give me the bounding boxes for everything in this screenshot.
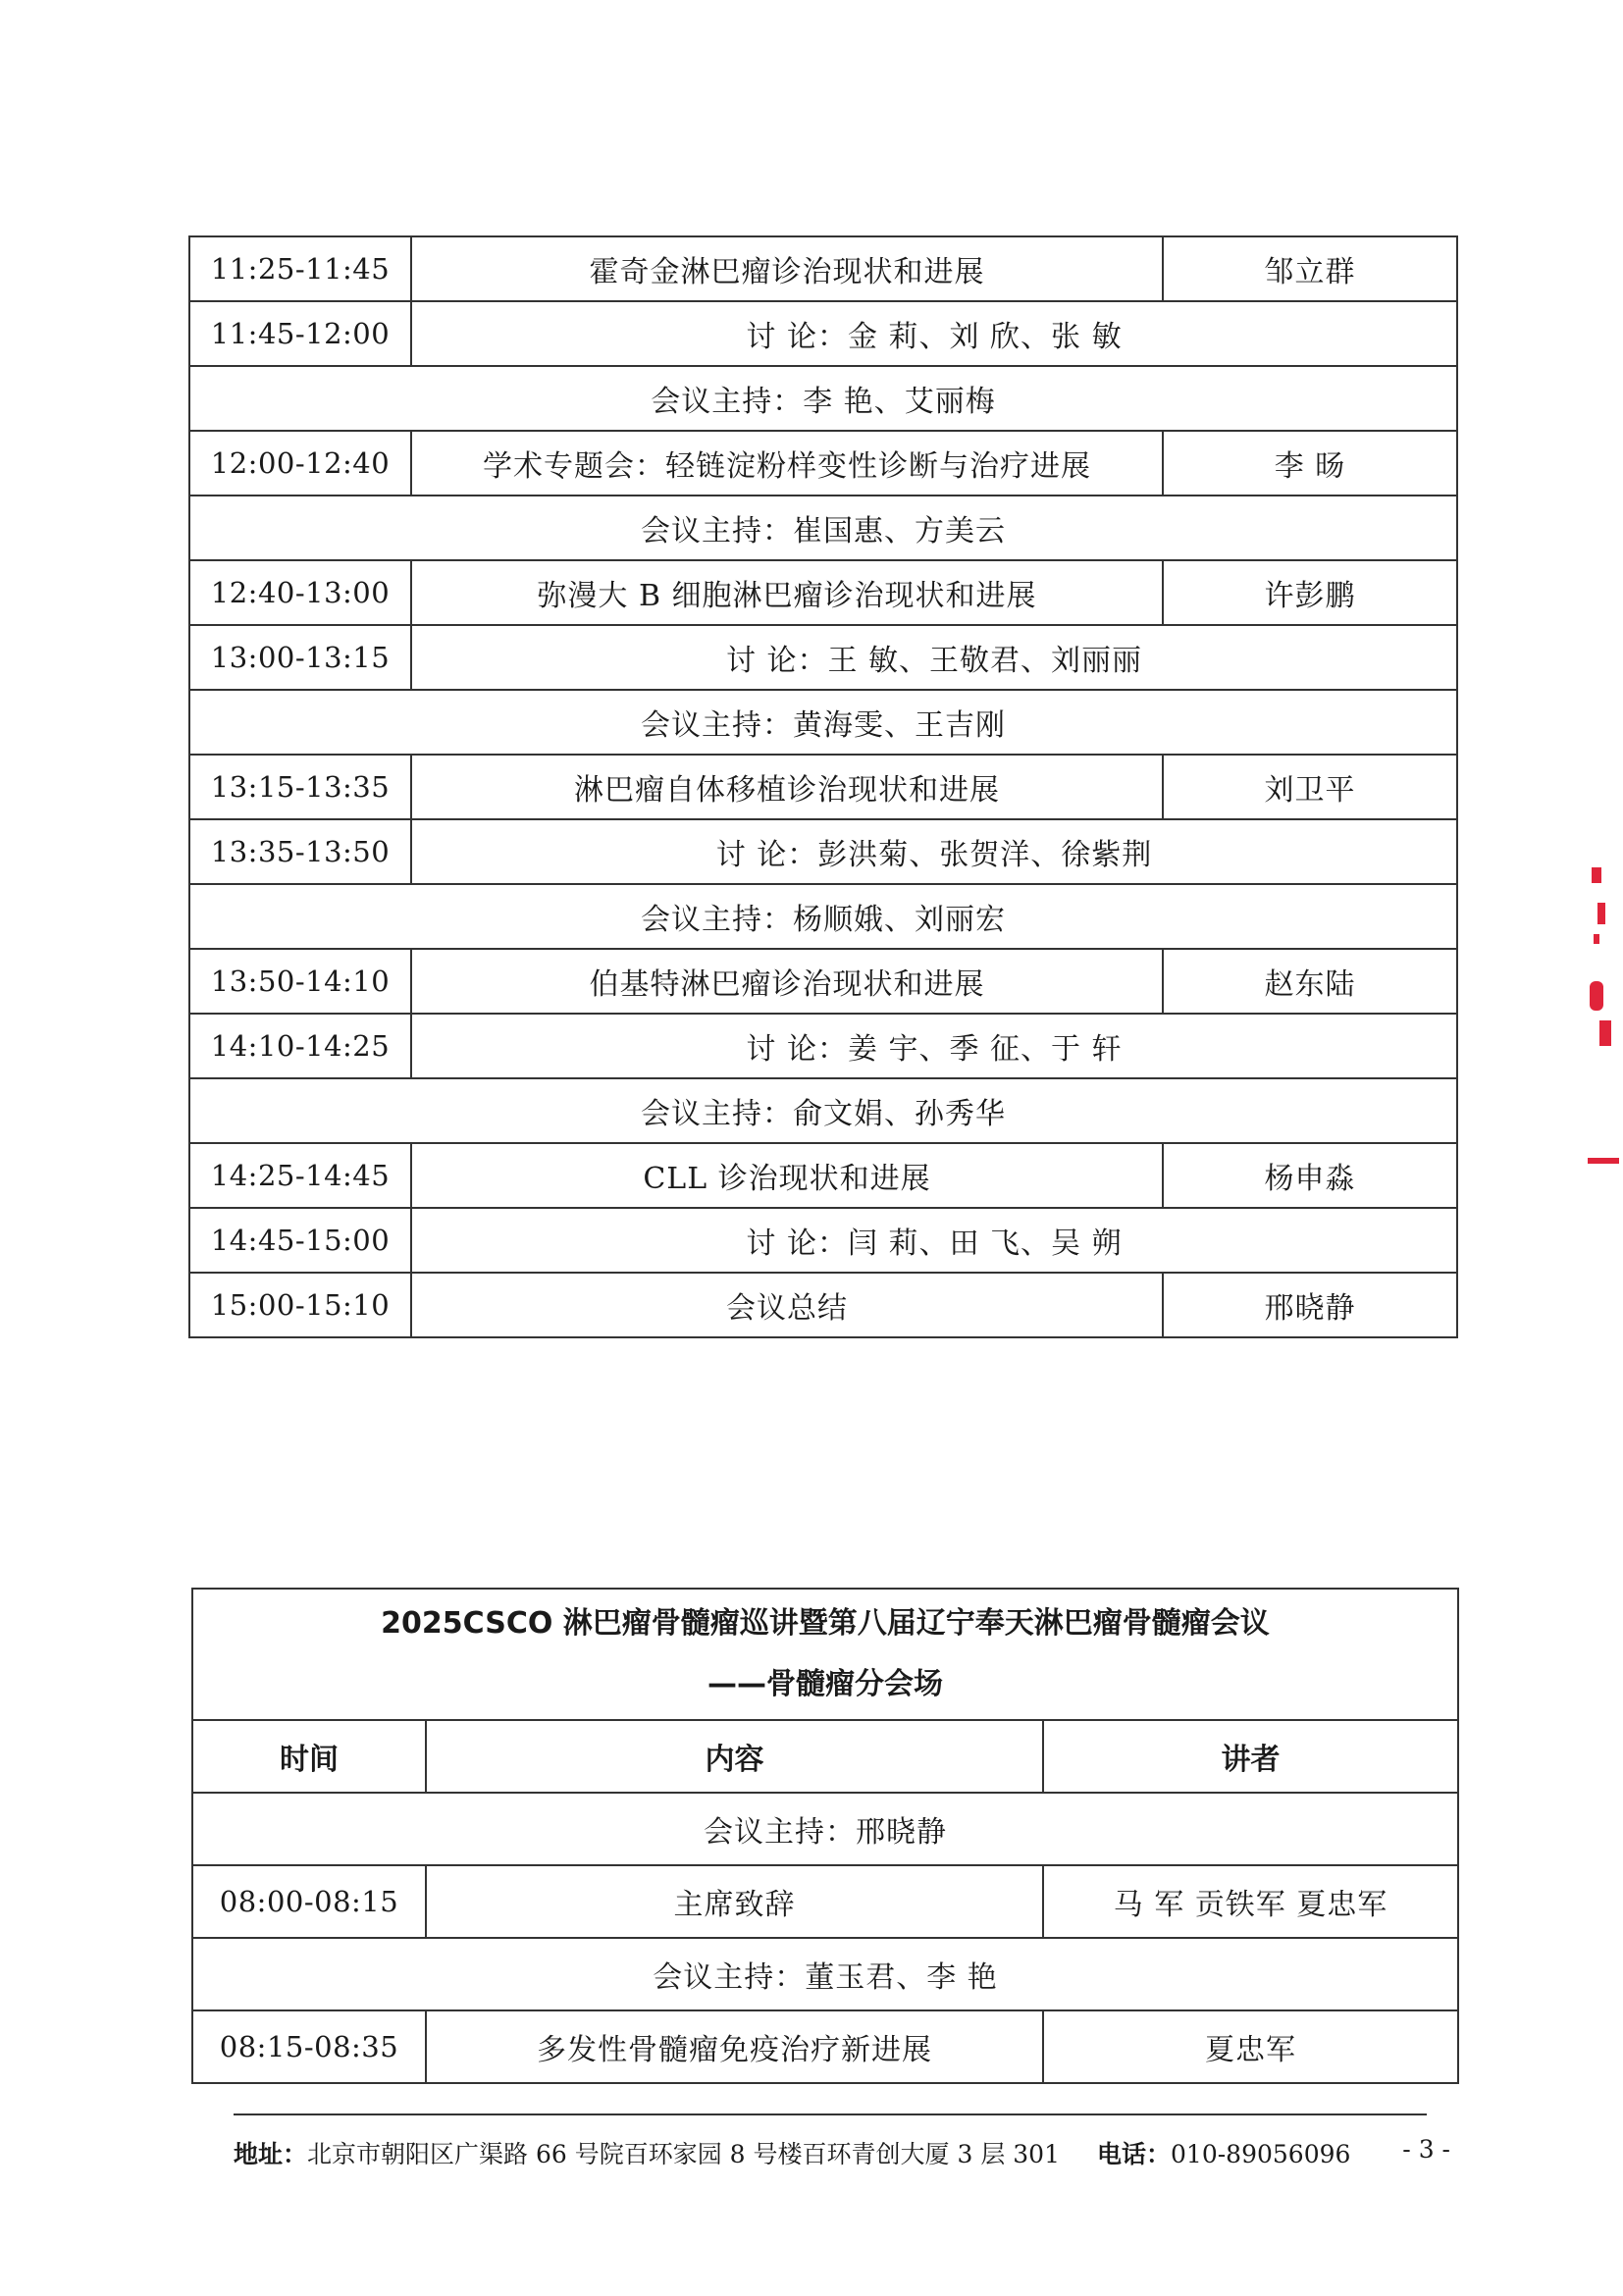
speaker-name: 马 军 贡铁军 夏忠军: [1043, 1865, 1458, 1938]
talk-row: [189, 1273, 1457, 1337]
time-slot: 11:25-11:45: [189, 236, 411, 301]
host-row: [189, 1078, 1457, 1143]
session-host: 会议主持：崔国惠、方美云: [189, 496, 1457, 560]
speaker-name: 夏忠军: [1043, 2010, 1458, 2083]
discussion-row: [189, 625, 1457, 690]
talk-topic: 弥漫大 B 细胞淋巴瘤诊治现状和进展: [411, 560, 1163, 625]
talk-row: [189, 755, 1457, 819]
header-speaker: 讲者: [1043, 1720, 1458, 1793]
host-row: [189, 690, 1457, 755]
session-title-line2: ——骨髓瘤分会场: [707, 1667, 943, 1701]
talk-row: [189, 949, 1457, 1014]
time-slot: 11:45-12:00: [189, 301, 411, 366]
header-content: 内容: [426, 1720, 1043, 1793]
address-text: 北京市朝阳区广渠路 66 号院百环家园 8 号楼百环青创大厦 3 层 301: [307, 2140, 1060, 2168]
talk-row: [192, 2010, 1458, 2083]
talk-row: [189, 236, 1457, 301]
session-host: 会议主持：杨顺娥、刘丽宏: [189, 884, 1457, 949]
discussion-panel: 讨 论：闫 莉、田 飞、吴 朔: [411, 1208, 1457, 1273]
footer-phone: [1097, 2135, 1350, 2170]
talk-topic: 会议总结: [411, 1273, 1163, 1337]
session-title-line1: 2025CSCO 淋巴瘤骨髓瘤巡讲暨第八届辽宁奉天淋巴瘤骨髓瘤会议: [381, 1606, 1270, 1641]
speaker-name: 许彭鹏: [1163, 560, 1457, 625]
host-row: [192, 1793, 1458, 1865]
discussion-panel: 讨 论：王 敏、王敬君、刘丽丽: [411, 625, 1457, 690]
time-slot: 12:40-13:00: [189, 560, 411, 625]
phone-label: 电话：: [1097, 2140, 1172, 2168]
host-row: [189, 366, 1457, 431]
time-slot: 08:00-08:15: [192, 1865, 426, 1938]
discussion-row: [189, 1208, 1457, 1273]
time-slot: 14:45-15:00: [189, 1208, 411, 1273]
host-row: [189, 884, 1457, 949]
discussion-panel: 讨 论：彭洪菊、张贺洋、徐紫荆: [411, 819, 1457, 884]
session-host: 会议主持：黄海雯、王吉刚: [189, 690, 1457, 755]
session-host: 会议主持：董玉君、李 艳: [192, 1938, 1458, 2010]
speaker-name: 邹立群: [1163, 236, 1457, 301]
session-title: [192, 1589, 1458, 1720]
speaker-name: 邢晓静: [1163, 1273, 1457, 1337]
discussion-row: [189, 819, 1457, 884]
address-label: 地址：: [234, 2140, 308, 2168]
talk-row: [189, 431, 1457, 496]
talk-topic: CLL 诊治现状和进展: [411, 1143, 1163, 1208]
discussion-panel: 讨 论：金 莉、刘 欣、张 敏: [411, 301, 1457, 366]
session-title-row: [192, 1589, 1458, 1720]
footer-divider: [234, 2113, 1427, 2115]
talk-row: [192, 1865, 1458, 1938]
talk-topic: 主席致辞: [426, 1865, 1043, 1938]
time-slot: 13:35-13:50: [189, 819, 411, 884]
talk-row: [189, 1143, 1457, 1208]
session-host: 会议主持：俞文娟、孙秀华: [189, 1078, 1457, 1143]
schedule-table-1: [188, 235, 1458, 1338]
time-slot: 14:10-14:25: [189, 1014, 411, 1078]
talk-topic: 多发性骨髓瘤免疫治疗新进展: [426, 2010, 1043, 2083]
header-time: 时间: [192, 1720, 426, 1793]
schedule-table-2: [191, 1588, 1459, 2084]
speaker-name: 杨申淼: [1163, 1143, 1457, 1208]
host-row: [189, 496, 1457, 560]
talk-row: [189, 560, 1457, 625]
time-slot: 13:00-13:15: [189, 625, 411, 690]
host-row: [192, 1938, 1458, 2010]
time-slot: 15:00-15:10: [189, 1273, 411, 1337]
talk-topic: 伯基特淋巴瘤诊治现状和进展: [411, 949, 1163, 1014]
discussion-row: [189, 1014, 1457, 1078]
speaker-name: 刘卫平: [1163, 755, 1457, 819]
talk-topic: 淋巴瘤自体移植诊治现状和进展: [411, 755, 1163, 819]
time-slot: 12:00-12:40: [189, 431, 411, 496]
discussion-panel: 讨 论：姜 宇、季 征、于 轩: [411, 1014, 1457, 1078]
footer-address: [234, 2135, 1060, 2170]
speaker-name: 李 旸: [1163, 431, 1457, 496]
speaker-name: 赵东陆: [1163, 949, 1457, 1014]
time-slot: 08:15-08:35: [192, 2010, 426, 2083]
talk-topic: 学术专题会：轻链淀粉样变性诊断与治疗进展: [411, 431, 1163, 496]
phone-text: 010-89056096: [1171, 2140, 1351, 2168]
header-row: [192, 1720, 1458, 1793]
footer: [234, 2135, 1450, 2170]
time-slot: 13:50-14:10: [189, 949, 411, 1014]
talk-topic: 霍奇金淋巴瘤诊治现状和进展: [411, 236, 1163, 301]
session-host: 会议主持：邢晓静: [192, 1793, 1458, 1865]
session-host: 会议主持：李 艳、艾丽梅: [189, 366, 1457, 431]
discussion-row: [189, 301, 1457, 366]
time-slot: 14:25-14:45: [189, 1143, 411, 1208]
page-number: - 3 -: [1402, 2135, 1450, 2164]
time-slot: 13:15-13:35: [189, 755, 411, 819]
